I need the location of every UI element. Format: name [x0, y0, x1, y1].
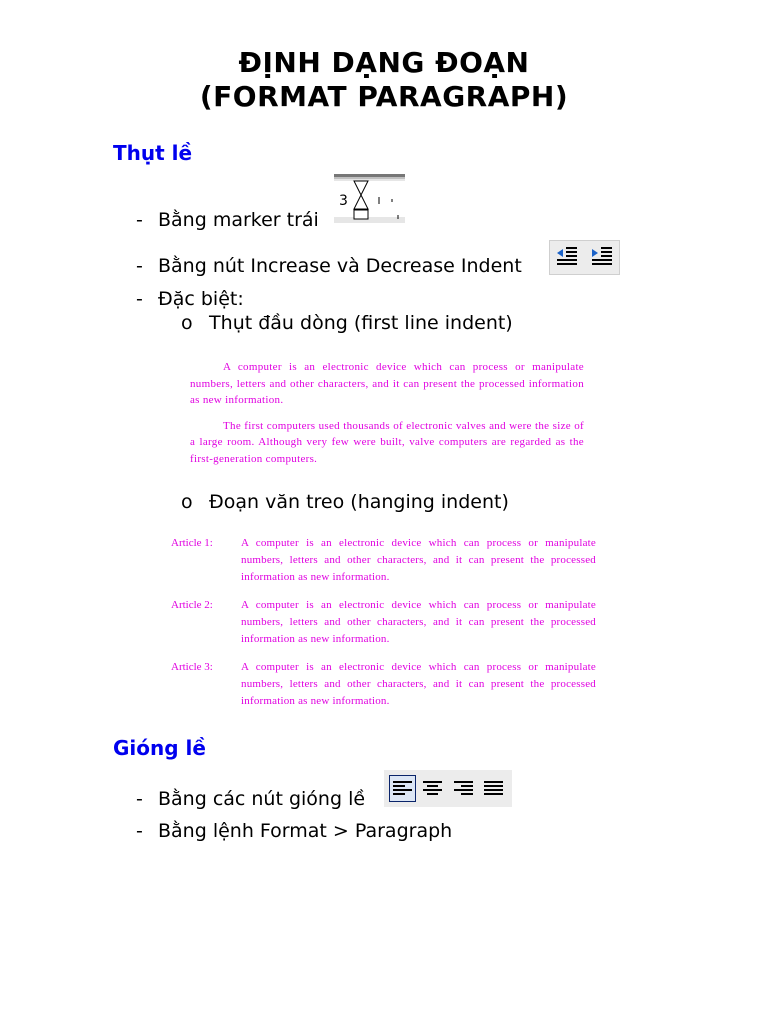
- bullet-format-paragraph: [136, 820, 452, 842]
- page-title: [0, 46, 768, 114]
- article-text: A computer is an electronic device which can process or manipulate numbers, letters and other characters, and it can present the processed information as new information.: [241, 537, 596, 583]
- bullet-dash: -: [136, 788, 143, 810]
- decrease-indent-icon[interactable]: [554, 244, 580, 272]
- sub-marker: o: [181, 491, 193, 513]
- section-heading-align: Gióng lề: [113, 736, 206, 760]
- justify-icon[interactable]: [480, 775, 507, 802]
- left-indent-marker-icon: [334, 174, 405, 223]
- hanging-article-3: [171, 659, 596, 711]
- hanging-article-2: [171, 597, 596, 649]
- bullet-left-marker: [136, 209, 319, 231]
- bullet-indent-buttons: [136, 255, 522, 277]
- bullet-special: [136, 288, 244, 310]
- align-left-icon[interactable]: [389, 775, 416, 802]
- bullet-dash: -: [136, 820, 143, 842]
- sub-item-text: Đoạn văn treo (hanging indent): [209, 491, 509, 513]
- align-center-icon[interactable]: [419, 775, 446, 802]
- section-heading-indent: Thụt lề: [113, 141, 193, 165]
- hanging-article-1: [171, 535, 596, 587]
- bullet-text: Bằng các nút gióng lề: [158, 788, 366, 810]
- bullet-dash: -: [136, 288, 143, 310]
- article-label: Article 3:: [171, 661, 213, 673]
- sub-marker: o: [181, 312, 193, 334]
- article-text: A computer is an electronic device which can process or manipulate numbers, letters and other characters, and it can present the processed information as new information.: [241, 599, 596, 645]
- bullet-align-buttons: [136, 788, 365, 810]
- align-right-icon[interactable]: [450, 775, 477, 802]
- first-line-indent-sample: [190, 359, 584, 467]
- ruler-number: 3: [339, 193, 348, 209]
- sub-item-text: Thụt đầu dòng (first line indent): [209, 312, 513, 334]
- sample-paragraph: A computer is an electronic device which can process or manipulate numbers, letters and other characters, and it can present the processed information as new information.: [190, 361, 584, 406]
- sub-item-hanging: [181, 491, 509, 513]
- sample-paragraph: The first computers used thousands of electronic valves and were the size of a large room. Although very few were built, valve computers are regarded as the first-generation computers.: [190, 419, 584, 465]
- article-label: Article 2:: [171, 599, 213, 611]
- increase-indent-icon[interactable]: [589, 244, 615, 272]
- bullet-text: Bằng nút Increase và Decrease Indent: [158, 255, 522, 277]
- title-line-2: (FORMAT PARAGRAPH): [199, 80, 569, 113]
- bullet-text: Bằng marker trái: [158, 209, 319, 231]
- indent-toolbar: [549, 240, 620, 275]
- article-text: A computer is an electronic device which can process or manipulate numbers, letters and other characters, and it can present the processed information as new information.: [241, 661, 596, 707]
- article-label: Article 1:: [171, 537, 213, 549]
- alignment-toolbar: [384, 770, 512, 807]
- sub-item-first-line: [181, 312, 513, 334]
- bullet-dash: -: [136, 255, 143, 277]
- title-line-1: ĐỊNH DẠNG ĐOẠN: [238, 46, 530, 79]
- bullet-text: Đặc biệt:: [158, 288, 244, 310]
- bullet-dash: -: [136, 209, 143, 231]
- bullet-text: Bằng lệnh Format > Paragraph: [158, 820, 453, 842]
